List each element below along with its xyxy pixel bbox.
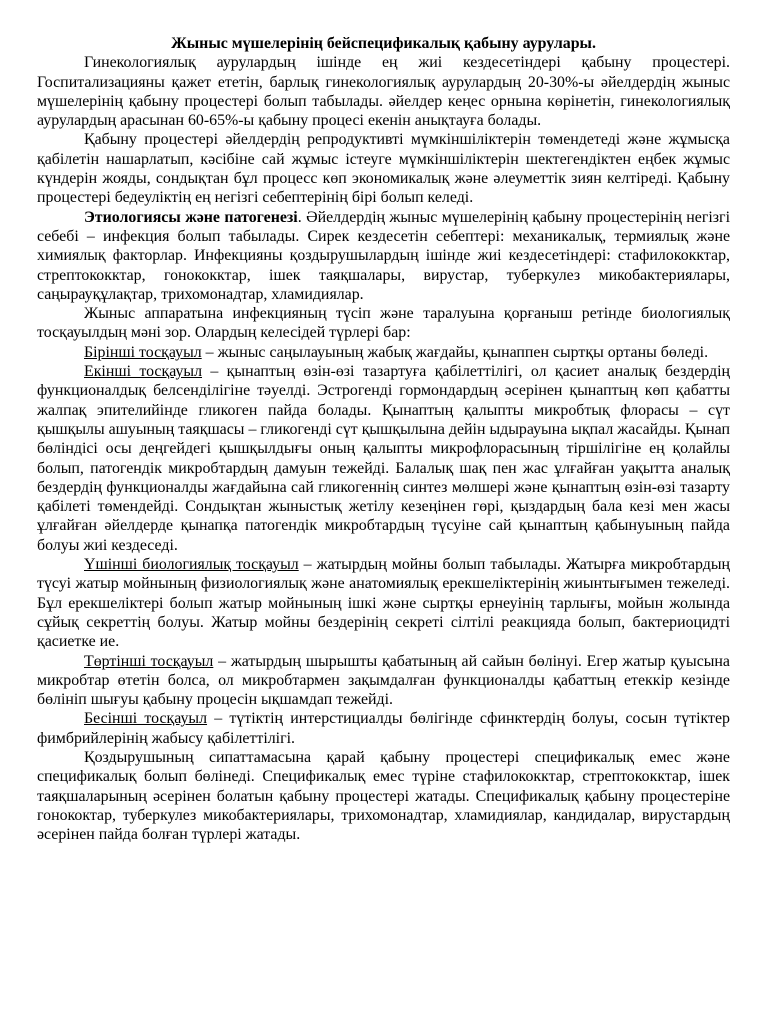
barrier-5-heading: Бесінші тосқауыл bbox=[84, 710, 208, 728]
paragraph-classification bbox=[37, 748, 730, 844]
paragraph-text: – жыныс саңылауының жабық жағдайы, қынаппен сыртқы ортаны бөледі. bbox=[201, 343, 709, 361]
paragraph-barrier-4 bbox=[37, 652, 730, 710]
barrier-2-heading: Екінші тосқауыл bbox=[84, 363, 203, 381]
paragraph-text: – қынаптың өзін-өзі тазартуға қабілеттілігі, ол қасиет аналық бездердің функционалдық белсенділігіне тәуелді. Эстрогенді гормондардың әсерінен қынаптың көп қабатты жалпақ эпителийінде гликоген пайда болады. Қынаптың қалыпты микробтық флорасы – сүт қышқылы ашуының таяқшасы – гликогенді сүт қышқылына дейін ыдырауына ықпал жасайды. Қынап бөліндісі осы деңгейдегі қышқылдығы оның қалыпты микрофлорасының тіршілігіне ең қолайлы болып, патогендік микробтардың дамуын тежейді. Балалық шақ пен жас ұлғайған уақытта аналық бездердің функционалды жағдайына сай гликогеннің синтез мөлшері және қынаптың өзін-өзі тазарту қабілеті төмендейді. Сондықтан жыныстық жетілу кезеңінен гөрі, қыздардың бала кезі мен жасы ұлғайған әйелдерде қынапқа патогендік микробтардың түсуіне сай қынаптың қабынуының пайда болуы жиі кездеседі. bbox=[37, 363, 730, 554]
paragraph-text: Қабыну процестері әйелдердің репродуктивті мүмкіншіліктерін төмендетеді және жұмысқа қабілетін нашарлатып, кәсібіне сай жұмыс істеуге мүмкіншіліктерін шектегендіктен еңбек жұмыс күндерін жояды, сондықтан бұл процесс көп экономикалық және әлеуметтік зиян келтіреді. Қабыну процестері бедеуліктің ең негізгі себептерінің бірі болып келеді. bbox=[37, 131, 730, 207]
paragraph-consequences bbox=[37, 130, 730, 207]
paragraph-text: – жатырдың шырышты қабатының ай сайын бөлінуі. Егер жатыр қуысына микробтар өтетін болса, ол микробтармен зақымдалған функционалды қабаттың етеккір кезінде бөлініп шығуы қабыну процесін ықшамдап тежейді. bbox=[37, 652, 730, 709]
barrier-3-heading: Үшінші биологиялық тосқауыл bbox=[84, 556, 299, 574]
etiology-heading: Этиологиясы және патогенезі bbox=[84, 208, 298, 226]
paragraph-etiology bbox=[37, 208, 730, 304]
barrier-4-heading: Төртінші тосқауыл bbox=[84, 652, 214, 670]
paragraph-text: Гинекологиялық аурулардың ішінде ең жиі кездесетіндері қабыну процестері. Госпитализацияны қажет ететін, барлық гинекологиялық аурулардың 20-30%-ы әйелдердің жыныс мүшелерінің қабыну процестері болып табылады. әйелдер кеңес орнына көрінетін, гинекологиялық аурулардың арасынан 60-65%-ы қабыну процесі екенін анықтауға болады. bbox=[37, 54, 730, 130]
paragraph-text: – түтіктің интерстициалды бөлігінде сфинктердің болуы, сосын түтіктер фимбрийлерінің жабысу қабілеттілігі. bbox=[37, 710, 730, 747]
paragraph-barrier-2 bbox=[37, 362, 730, 555]
paragraph-barriers-intro bbox=[37, 304, 730, 343]
paragraph-text: Қоздырушының сипаттамасына қарай қабыну процестері спецификалық емес және спецификалық болып бөлінеді. Спецификалық емес түріне стафилококктар, стрептококктар, ішек таяқшаларының әсерінен болатын қабыну процестері жатады. Спецификалық қабыну процестеріне гонококтар, туберкулез микобактериялары, трихомонадтар, хламидиялар, кандидалар, вирустардың әсерінен пайда болған түрлері жатады. bbox=[37, 748, 730, 844]
barrier-1-heading: Бірінші тосқауыл bbox=[84, 343, 202, 361]
paragraph-barrier-3 bbox=[37, 555, 730, 651]
paragraph-barrier-1 bbox=[37, 343, 730, 362]
document-title: Жыныс мүшелерінің бейспецификалық қабыну аурулары. bbox=[171, 35, 596, 52]
paragraph-text: Жыныс аппаратына инфекцияның түсіп және таралуына қорғаныш ретінде биологиялық тосқауылдың мәні зор. Олардың келесідей түрлері бар: bbox=[37, 305, 730, 342]
paragraph-intro bbox=[37, 53, 730, 130]
paragraph-barrier-5 bbox=[37, 709, 730, 748]
paragraph-text: . Әйелдердің жыныс мүшелерінің қабыну процестерінің негізгі себебі – инфекция болып табылады. Сирек кездесетін себептері: механикалық, термиялық және химиялық факторлар. Инфекцияны қоздырушылардың ішінде жиі кездесетіндері: стафилококктар, стрептококктар, гонококктар, ішек таяқшалары, вирустар, туберкулез микобактериялары, саңырауқұлақтар, трихомонадтар, хламидиялар. bbox=[37, 208, 730, 303]
paragraph-text: – жатырдың мойны болып табылады. Жатырға микробтардың түсуі жатыр мойнының физиологиялық және анатомиялық ерекшеліктерінің жиынтығымен тежеледі. Бұл ерекшеліктері болып жатыр мойнының ішкі және сыртқы ернеуінің тарлығы, мойын жолында сұйық секреттің болуы. Жатыр мойны бездерінің секреті сілтілі реакцияда болып, бактериоцидті қасиетке ие. bbox=[37, 556, 730, 651]
